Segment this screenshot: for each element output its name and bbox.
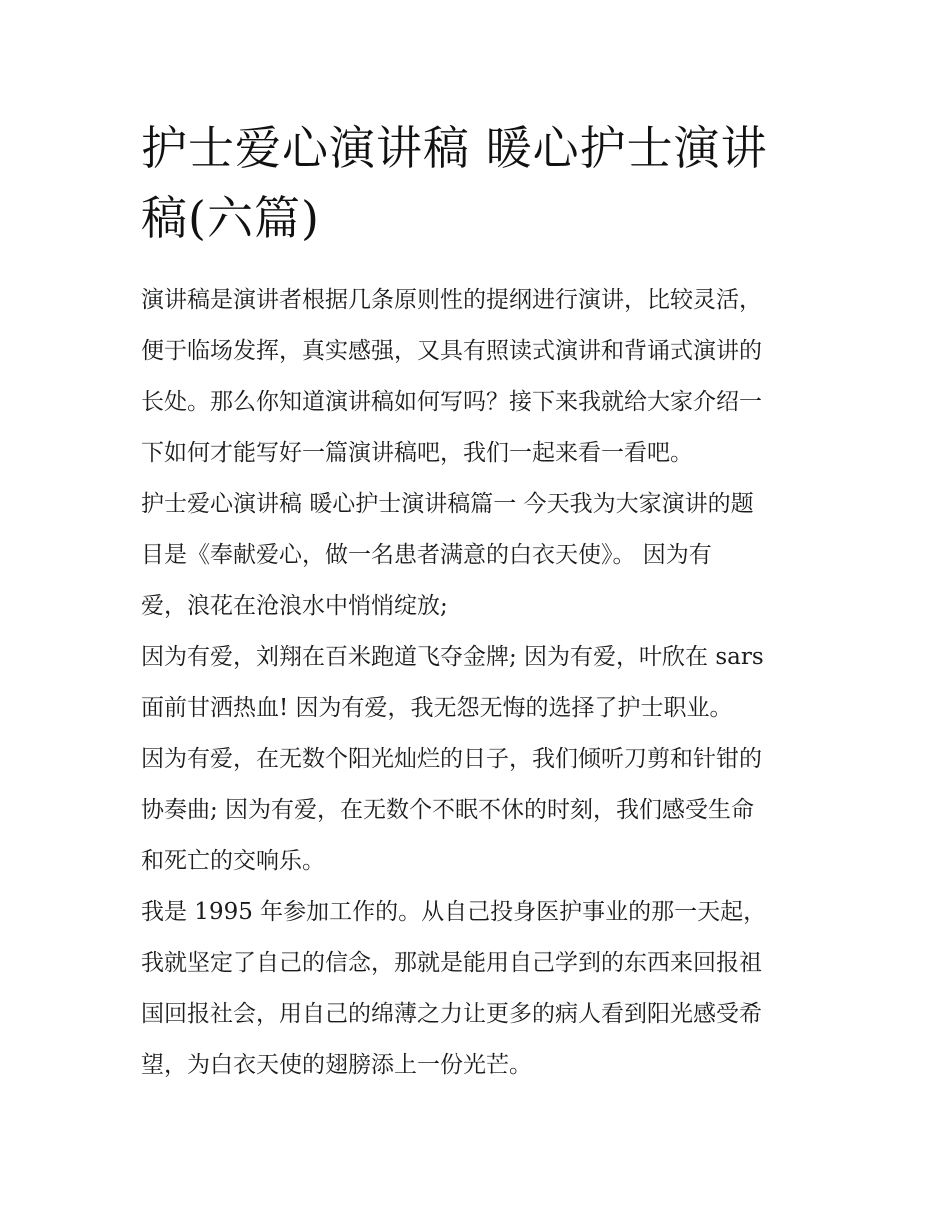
title-line-2: 稿(六篇) bbox=[141, 191, 320, 245]
document-title bbox=[141, 113, 813, 253]
text-line: 望，为白衣天使的翅膀添上一份光芒。 bbox=[141, 1052, 532, 1078]
paragraph-speech-opening bbox=[141, 479, 813, 632]
text-line: 面前甘洒热血! 因为有爱，我无怨无悔的选择了护士职业。 bbox=[141, 695, 733, 721]
text-line: 便于临场发挥，真实感强，又具有照读式演讲和背诵式演讲的 bbox=[141, 338, 762, 364]
text-line: 因为有爱，在无数个阳光灿烂的日子，我们倾听刀剪和针钳的 bbox=[141, 746, 762, 772]
text-line: 我是 1995 年参加工作的。从自己投身医护事业的那一天起， bbox=[141, 899, 767, 925]
text-line: 护士爱心演讲稿 暖心护士演讲稿篇一 今天我为大家演讲的题 bbox=[141, 491, 754, 517]
text-line: 目是《奉献爱心，做一名患者满意的白衣天使》。 因为有 bbox=[141, 542, 712, 568]
text-line: 长处。那么你知道演讲稿如何写吗？接下来我就给大家介绍一 bbox=[141, 389, 762, 415]
text-line: 下如何才能写好一篇演讲稿吧，我们一起来看一看吧。 bbox=[141, 440, 693, 466]
text-line: 爱，浪花在沧浪水中悄悄绽放; bbox=[141, 593, 448, 619]
paragraph-career bbox=[141, 887, 813, 1091]
paragraph-because-of-love-1 bbox=[141, 632, 813, 734]
text-line: 协奏曲; 因为有爱，在无数个不眠不休的时刻，我们感受生命 bbox=[141, 797, 755, 823]
paragraph-intro bbox=[141, 275, 813, 479]
text-line: 国回报社会，用自己的绵薄之力让更多的病人看到阳光感受希 bbox=[141, 1001, 762, 1027]
text-line: 和死亡的交响乐。 bbox=[141, 848, 325, 874]
title-line-1: 护士爱心演讲稿 暖心护士演讲 bbox=[141, 121, 768, 175]
document-content bbox=[141, 113, 813, 1091]
text-line: 我就坚定了自己的信念，那就是能用自己学到的东西来回报祖 bbox=[141, 950, 762, 976]
text-line: 因为有爱，刘翔在百米跑道飞夺金牌; 因为有爱，叶欣在 sars bbox=[141, 644, 764, 670]
paragraph-because-of-love-2 bbox=[141, 734, 813, 887]
text-line: 演讲稿是演讲者根据几条原则性的提纲进行演讲，比较灵活， bbox=[141, 287, 762, 313]
document-body bbox=[141, 275, 813, 1091]
